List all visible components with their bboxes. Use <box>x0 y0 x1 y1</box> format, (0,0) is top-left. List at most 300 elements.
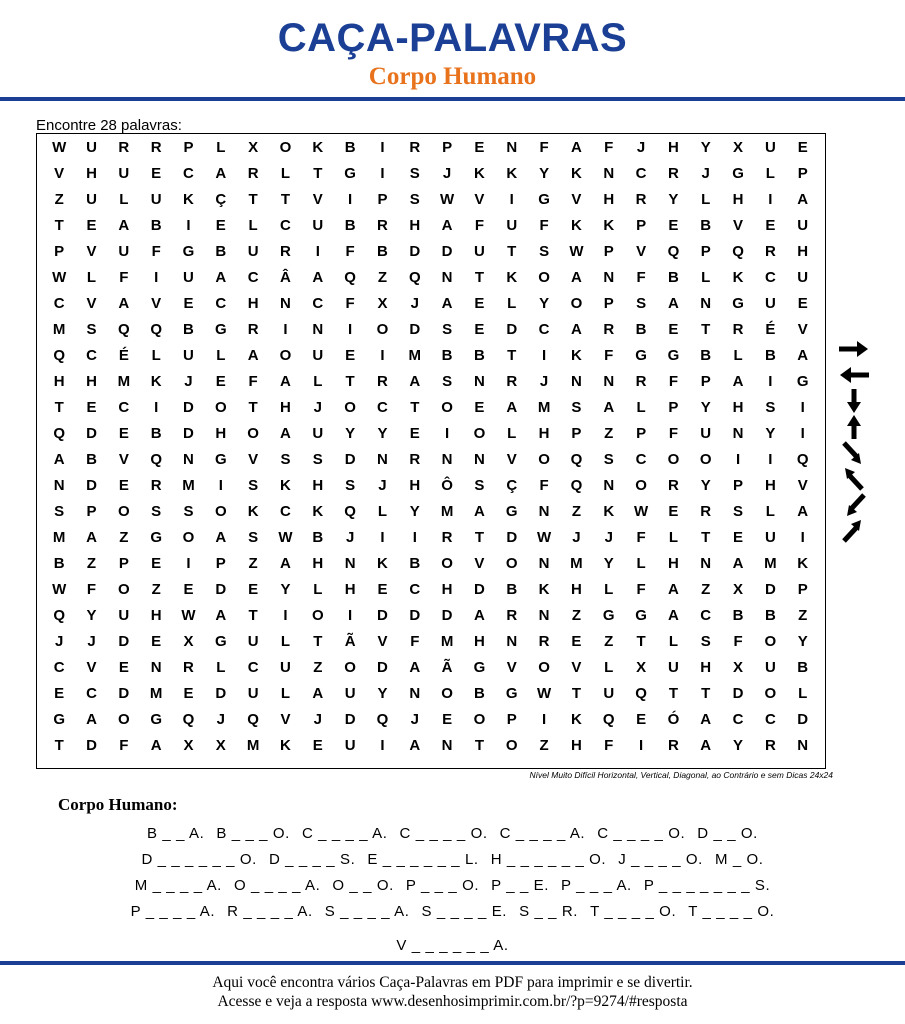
grid-cell[interactable]: H <box>86 165 97 182</box>
grid-cell[interactable]: C <box>635 451 647 468</box>
grid-cell[interactable]: U <box>764 295 776 312</box>
grid-cell[interactable]: D <box>344 451 356 468</box>
grid-cell[interactable]: B <box>474 685 485 702</box>
grid-cell[interactable]: E <box>118 425 129 442</box>
grid-cell[interactable]: É <box>765 321 776 338</box>
grid-cell[interactable]: P <box>377 191 388 208</box>
grid-cell[interactable]: A <box>570 269 582 286</box>
grid-cell[interactable]: O <box>214 503 227 520</box>
grid-cell[interactable]: I <box>283 607 288 624</box>
grid-cell[interactable]: H <box>667 555 679 572</box>
grid-cell[interactable]: C <box>538 321 550 338</box>
grid-cell[interactable]: C <box>764 711 776 728</box>
grid-cell[interactable]: V <box>86 243 97 260</box>
grid-cell[interactable]: I <box>542 711 547 728</box>
grid-cell[interactable]: B <box>344 139 356 156</box>
grid-cell[interactable]: F <box>474 217 485 234</box>
grid-cell[interactable]: U <box>118 165 130 182</box>
grid-cell[interactable]: W <box>181 607 196 624</box>
grid-cell[interactable]: F <box>668 373 678 390</box>
grid-cell[interactable]: N <box>732 425 744 442</box>
grid-cell[interactable]: A <box>732 373 744 390</box>
grid-cell[interactable]: I <box>380 529 385 546</box>
grid-cell[interactable]: D <box>409 321 421 338</box>
grid-cell[interactable]: U <box>86 191 97 208</box>
grid-cell[interactable]: T <box>280 191 291 208</box>
grid-cell[interactable]: O <box>344 659 356 676</box>
grid-cell[interactable]: H <box>603 191 615 208</box>
grid-cell[interactable]: D <box>732 685 744 702</box>
grid-cell[interactable]: N <box>53 477 65 494</box>
grid-cell[interactable]: Z <box>571 607 581 624</box>
grid-cell[interactable]: O <box>311 607 324 624</box>
grid-cell[interactable]: B <box>797 659 809 676</box>
grid-cell[interactable]: E <box>797 139 808 156</box>
grid-cell[interactable]: I <box>445 425 450 442</box>
grid-cell[interactable]: B <box>150 217 162 234</box>
grid-cell[interactable]: A <box>280 425 291 442</box>
grid-cell[interactable]: E <box>797 295 808 312</box>
grid-cell[interactable]: B <box>53 555 65 572</box>
grid-cell[interactable]: Y <box>733 737 744 754</box>
grid-cell[interactable]: R <box>247 165 259 182</box>
grid-cell[interactable]: Q <box>344 269 356 286</box>
grid-cell[interactable]: N <box>538 555 550 572</box>
grid-cell[interactable]: F <box>636 581 646 598</box>
grid-cell[interactable]: V <box>377 633 388 650</box>
grid-cell[interactable]: L <box>216 347 226 364</box>
grid-cell[interactable]: P <box>733 477 744 494</box>
grid-cell[interactable]: V <box>151 295 162 312</box>
grid-cell[interactable]: N <box>280 295 291 312</box>
grid-cell[interactable]: A <box>53 451 65 468</box>
grid-cell[interactable]: H <box>667 139 679 156</box>
grid-cell[interactable]: A <box>441 217 453 234</box>
grid-cell[interactable]: E <box>442 711 453 728</box>
grid-cell[interactable]: Z <box>313 659 323 676</box>
grid-cell[interactable]: I <box>218 477 223 494</box>
grid-cell[interactable]: K <box>797 555 809 572</box>
grid-cell[interactable]: K <box>247 503 259 520</box>
grid-cell[interactable]: U <box>312 425 324 442</box>
grid-cell[interactable]: S <box>765 399 776 416</box>
grid-cell[interactable]: Q <box>667 243 680 260</box>
grid-cell[interactable]: U <box>118 607 130 624</box>
grid-cell[interactable]: D <box>118 685 130 702</box>
grid-cell[interactable]: H <box>215 425 227 442</box>
grid-cell[interactable]: Q <box>635 685 647 702</box>
grid-cell[interactable]: S <box>442 321 453 338</box>
grid-cell[interactable]: U <box>247 685 259 702</box>
grid-cell[interactable]: D <box>86 737 97 754</box>
grid-cell[interactable]: G <box>667 347 680 364</box>
grid-cell[interactable]: Y <box>539 165 550 182</box>
grid-cell[interactable]: U <box>474 243 485 260</box>
grid-cell[interactable]: J <box>701 165 710 182</box>
grid-cell[interactable]: P <box>797 165 808 182</box>
grid-cell[interactable]: C <box>700 607 712 624</box>
grid-cell[interactable]: V <box>118 451 129 468</box>
grid-cell[interactable]: E <box>474 321 485 338</box>
grid-cell[interactable]: B <box>150 425 162 442</box>
grid-cell[interactable]: N <box>377 451 388 468</box>
grid-cell[interactable]: B <box>183 321 194 338</box>
grid-cell[interactable]: I <box>380 139 385 156</box>
grid-cell[interactable]: E <box>183 685 194 702</box>
grid-cell[interactable]: J <box>54 633 64 650</box>
grid-cell[interactable]: Y <box>409 503 420 520</box>
grid-cell[interactable]: O <box>117 581 130 598</box>
grid-cell[interactable]: H <box>344 581 356 598</box>
grid-cell[interactable]: D <box>86 425 97 442</box>
grid-cell[interactable]: P <box>215 555 226 572</box>
grid-cell[interactable]: Z <box>539 737 549 754</box>
grid-cell[interactable]: Q <box>53 425 65 442</box>
grid-cell[interactable]: D <box>183 399 194 416</box>
grid-cell[interactable]: K <box>183 191 194 208</box>
grid-cell[interactable]: D <box>441 607 453 624</box>
grid-cell[interactable]: G <box>344 165 356 182</box>
grid-cell[interactable]: K <box>506 269 518 286</box>
grid-cell[interactable]: B <box>474 347 485 364</box>
grid-cell[interactable]: N <box>700 295 712 312</box>
grid-cell[interactable]: N <box>603 165 615 182</box>
grid-cell[interactable]: S <box>86 321 97 338</box>
grid-cell[interactable]: P <box>54 243 65 260</box>
grid-cell[interactable]: U <box>764 139 776 156</box>
grid-cell[interactable]: L <box>636 555 646 572</box>
grid-cell[interactable]: A <box>312 269 324 286</box>
grid-cell[interactable]: R <box>764 243 776 260</box>
grid-cell[interactable]: O <box>214 399 227 416</box>
grid-cell[interactable]: E <box>118 477 129 494</box>
grid-cell[interactable]: Y <box>377 425 388 442</box>
grid-cell[interactable]: O <box>764 633 777 650</box>
grid-cell[interactable]: B <box>764 607 776 624</box>
grid-cell[interactable]: E <box>151 555 162 572</box>
grid-cell[interactable]: B <box>667 269 679 286</box>
grid-cell[interactable]: A <box>474 607 485 624</box>
grid-cell[interactable]: H <box>312 555 324 572</box>
grid-cell[interactable]: Q <box>376 711 389 728</box>
grid-cell[interactable]: O <box>117 503 130 520</box>
grid-cell[interactable]: I <box>800 425 805 442</box>
grid-cell[interactable]: L <box>119 191 129 208</box>
grid-cell[interactable]: S <box>539 243 550 260</box>
grid-cell[interactable]: P <box>603 243 614 260</box>
grid-cell[interactable]: U <box>150 191 162 208</box>
grid-cell[interactable]: K <box>570 217 582 234</box>
grid-cell[interactable]: C <box>732 711 744 728</box>
grid-cell[interactable]: F <box>733 633 743 650</box>
grid-cell[interactable]: H <box>441 581 453 598</box>
grid-cell[interactable]: N <box>603 477 615 494</box>
grid-cell[interactable]: H <box>538 425 550 442</box>
grid-cell[interactable]: K <box>150 373 162 390</box>
grid-cell[interactable]: O <box>473 425 486 442</box>
grid-cell[interactable]: S <box>474 477 485 494</box>
grid-cell[interactable]: S <box>442 373 453 390</box>
grid-cell[interactable]: A <box>118 295 130 312</box>
grid-cell[interactable]: R <box>280 243 291 260</box>
grid-cell[interactable]: L <box>280 685 291 702</box>
grid-cell[interactable]: I <box>768 373 773 390</box>
grid-cell[interactable]: N <box>441 737 453 754</box>
grid-cell[interactable]: A <box>797 191 809 208</box>
grid-cell[interactable]: Â <box>280 269 291 286</box>
grid-cell[interactable]: E <box>183 581 194 598</box>
grid-cell[interactable]: I <box>154 269 159 286</box>
grid-cell[interactable]: A <box>215 269 227 286</box>
grid-cell[interactable]: G <box>538 191 550 208</box>
grid-cell[interactable]: H <box>280 399 291 416</box>
grid-cell[interactable]: S <box>409 191 420 208</box>
grid-cell[interactable]: V <box>733 217 744 234</box>
grid-cell[interactable]: M <box>52 321 66 338</box>
grid-cell[interactable]: P <box>700 243 711 260</box>
grid-cell[interactable]: U <box>700 425 712 442</box>
grid-cell[interactable]: W <box>537 685 552 702</box>
grid-cell[interactable]: U <box>312 347 324 364</box>
grid-cell[interactable]: R <box>118 139 130 156</box>
grid-cell[interactable]: W <box>440 191 455 208</box>
grid-cell[interactable]: K <box>570 347 582 364</box>
grid-cell[interactable]: A <box>409 659 421 676</box>
grid-cell[interactable]: I <box>768 451 773 468</box>
grid-cell[interactable]: O <box>667 451 680 468</box>
grid-cell[interactable]: H <box>570 581 582 598</box>
grid-cell[interactable]: C <box>409 581 421 598</box>
grid-cell[interactable]: T <box>248 607 258 624</box>
grid-cell[interactable]: A <box>700 737 712 754</box>
grid-cell[interactable]: F <box>410 633 420 650</box>
grid-cell[interactable]: N <box>700 555 712 572</box>
grid-cell[interactable]: N <box>150 659 162 676</box>
grid-cell[interactable]: U <box>312 217 324 234</box>
grid-cell[interactable]: I <box>315 243 320 260</box>
grid-cell[interactable]: J <box>410 295 419 312</box>
grid-cell[interactable]: I <box>348 191 353 208</box>
grid-cell[interactable]: S <box>248 529 259 546</box>
grid-cell[interactable]: H <box>247 295 259 312</box>
grid-cell[interactable]: Y <box>345 425 356 442</box>
grid-cell[interactable]: V <box>571 191 582 208</box>
grid-cell[interactable]: Q <box>570 477 583 494</box>
grid-cell[interactable]: W <box>569 243 584 260</box>
grid-cell[interactable]: O <box>182 529 195 546</box>
grid-cell[interactable]: E <box>248 581 259 598</box>
grid-cell[interactable]: F <box>86 581 97 598</box>
grid-cell[interactable]: G <box>150 529 162 546</box>
grid-cell[interactable]: Z <box>248 555 258 572</box>
grid-cell[interactable]: D <box>506 529 518 546</box>
grid-cell[interactable]: P <box>442 139 453 156</box>
grid-cell[interactable]: T <box>474 269 485 286</box>
grid-cell[interactable]: T <box>636 633 646 650</box>
grid-cell[interactable]: T <box>54 737 64 754</box>
grid-cell[interactable]: E <box>409 425 420 442</box>
grid-cell[interactable]: A <box>506 399 518 416</box>
grid-cell[interactable]: D <box>215 685 227 702</box>
grid-cell[interactable]: R <box>506 607 518 624</box>
grid-cell[interactable]: B <box>732 607 744 624</box>
grid-cell[interactable]: Z <box>701 581 711 598</box>
grid-cell[interactable]: A <box>312 685 324 702</box>
grid-cell[interactable]: Q <box>53 347 65 364</box>
grid-cell[interactable]: K <box>377 555 388 572</box>
grid-cell[interactable]: K <box>732 269 744 286</box>
grid-cell[interactable]: O <box>538 269 550 286</box>
grid-cell[interactable]: A <box>280 373 291 390</box>
grid-cell[interactable]: O <box>376 321 389 338</box>
grid-cell[interactable]: F <box>345 243 355 260</box>
grid-cell[interactable]: W <box>52 269 67 286</box>
grid-cell[interactable]: F <box>604 737 614 754</box>
grid-cell[interactable]: I <box>380 737 385 754</box>
grid-cell[interactable]: T <box>668 685 678 702</box>
grid-cell[interactable]: M <box>52 529 66 546</box>
grid-cell[interactable]: R <box>603 321 615 338</box>
grid-cell[interactable]: V <box>506 451 517 468</box>
grid-cell[interactable]: E <box>345 347 356 364</box>
grid-cell[interactable]: A <box>797 347 809 364</box>
grid-cell[interactable]: Y <box>700 139 711 156</box>
grid-cell[interactable]: A <box>667 581 679 598</box>
grid-cell[interactable]: L <box>216 139 226 156</box>
grid-cell[interactable]: E <box>733 529 744 546</box>
grid-cell[interactable]: B <box>635 321 647 338</box>
grid-cell[interactable]: W <box>633 503 649 520</box>
grid-cell[interactable]: M <box>408 347 422 364</box>
grid-cell[interactable]: A <box>215 529 227 546</box>
grid-cell[interactable]: Z <box>604 633 614 650</box>
grid-cell[interactable]: C <box>635 165 647 182</box>
grid-cell[interactable]: U <box>183 269 194 286</box>
grid-cell[interactable]: G <box>635 347 647 364</box>
grid-cell[interactable]: K <box>474 165 485 182</box>
grid-cell[interactable]: C <box>183 165 194 182</box>
grid-cell[interactable]: M <box>149 685 163 702</box>
grid-cell[interactable]: T <box>248 191 258 208</box>
grid-cell[interactable]: F <box>539 139 549 156</box>
grid-cell[interactable]: I <box>800 399 805 416</box>
grid-cell[interactable]: E <box>474 295 485 312</box>
grid-cell[interactable]: E <box>151 165 162 182</box>
grid-cell[interactable]: P <box>118 555 129 572</box>
grid-cell[interactable]: V <box>86 659 97 676</box>
grid-cell[interactable]: P <box>668 399 679 416</box>
grid-cell[interactable]: D <box>409 243 421 260</box>
grid-cell[interactable]: Y <box>280 581 291 598</box>
grid-cell[interactable]: H <box>732 399 744 416</box>
grid-cell[interactable]: O <box>570 295 583 312</box>
grid-cell[interactable]: P <box>86 503 97 520</box>
grid-cell[interactable]: G <box>732 295 744 312</box>
grid-cell[interactable]: D <box>118 633 130 650</box>
grid-cell[interactable]: G <box>732 165 744 182</box>
grid-cell[interactable]: E <box>151 633 162 650</box>
grid-cell[interactable]: Q <box>150 321 162 338</box>
grid-cell[interactable]: S <box>345 477 356 494</box>
grid-cell[interactable]: F <box>604 347 614 364</box>
grid-cell[interactable]: O <box>117 711 130 728</box>
grid-cell[interactable]: S <box>248 477 259 494</box>
grid-cell[interactable]: A <box>732 555 744 572</box>
grid-cell[interactable]: B <box>377 243 388 260</box>
grid-cell[interactable]: É <box>118 347 129 364</box>
grid-cell[interactable]: E <box>86 399 97 416</box>
grid-cell[interactable]: R <box>538 633 550 650</box>
grid-cell[interactable]: L <box>280 165 291 182</box>
grid-cell[interactable]: G <box>214 321 227 338</box>
grid-cell[interactable]: D <box>183 425 194 442</box>
grid-cell[interactable]: L <box>86 269 97 286</box>
grid-cell[interactable]: N <box>441 269 453 286</box>
grid-cell[interactable]: C <box>247 269 259 286</box>
grid-cell[interactable]: R <box>667 165 679 182</box>
grid-cell[interactable]: E <box>474 139 485 156</box>
grid-cell[interactable]: Q <box>182 711 195 728</box>
grid-cell[interactable]: Ã <box>344 633 356 650</box>
grid-cell[interactable]: P <box>571 425 582 442</box>
grid-cell[interactable]: A <box>247 347 259 364</box>
grid-cell[interactable]: D <box>506 321 518 338</box>
grid-cell[interactable]: D <box>764 581 776 598</box>
grid-cell[interactable]: L <box>280 633 291 650</box>
grid-cell[interactable]: R <box>377 217 388 234</box>
grid-cell[interactable]: O <box>441 399 453 416</box>
grid-cell[interactable]: D <box>409 607 421 624</box>
grid-cell[interactable]: Z <box>86 555 97 572</box>
grid-cell[interactable]: M <box>182 477 195 494</box>
grid-cell[interactable]: C <box>280 217 291 234</box>
grid-cell[interactable]: F <box>119 737 129 754</box>
grid-cell[interactable]: Y <box>86 607 97 624</box>
grid-cell[interactable]: M <box>764 555 777 572</box>
grid-cell[interactable]: C <box>53 295 65 312</box>
grid-cell[interactable]: Y <box>797 633 808 650</box>
grid-cell[interactable]: L <box>765 165 775 182</box>
grid-cell[interactable]: L <box>604 581 614 598</box>
grid-cell[interactable]: B <box>215 243 227 260</box>
grid-cell[interactable]: A <box>215 607 227 624</box>
grid-cell[interactable]: E <box>377 581 388 598</box>
grid-cell[interactable]: K <box>570 165 582 182</box>
grid-cell[interactable]: Z <box>54 191 64 208</box>
grid-cell[interactable]: U <box>797 269 809 286</box>
grid-cell[interactable]: E <box>636 711 647 728</box>
grid-cell[interactable]: M <box>246 737 260 754</box>
grid-cell[interactable]: D <box>797 711 809 728</box>
grid-cell[interactable]: K <box>538 581 550 598</box>
grid-cell[interactable]: B <box>409 555 421 572</box>
grid-cell[interactable]: X <box>248 139 259 156</box>
grid-cell[interactable]: V <box>280 711 291 728</box>
grid-cell[interactable]: T <box>571 685 581 702</box>
grid-cell[interactable]: Z <box>604 425 614 442</box>
grid-cell[interactable]: R <box>409 451 421 468</box>
grid-cell[interactable]: U <box>764 659 776 676</box>
grid-cell[interactable]: O <box>538 451 550 468</box>
grid-cell[interactable]: N <box>312 321 324 338</box>
grid-cell[interactable]: O <box>764 685 777 702</box>
grid-cell[interactable]: L <box>765 503 775 520</box>
grid-cell[interactable]: C <box>764 269 776 286</box>
grid-cell[interactable]: S <box>571 399 582 416</box>
grid-cell[interactable]: B <box>344 217 356 234</box>
grid-cell[interactable]: Q <box>117 321 130 338</box>
grid-cell[interactable]: H <box>312 477 324 494</box>
